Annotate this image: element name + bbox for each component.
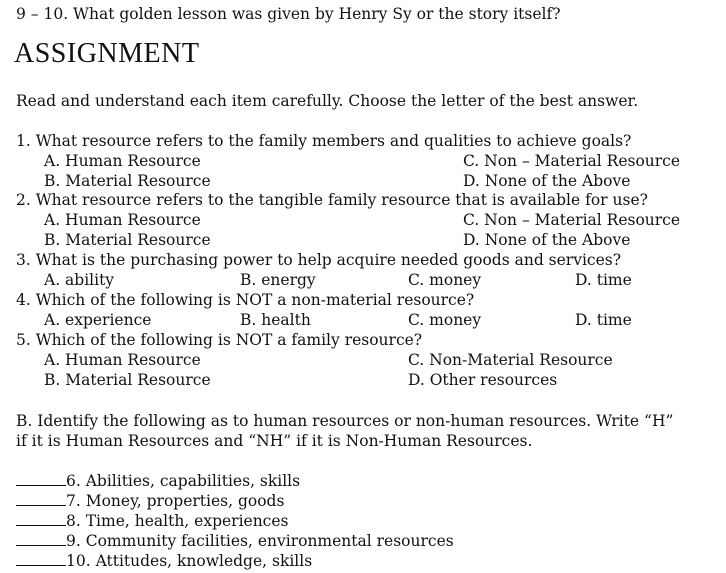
- answer-blank[interactable]: [16, 471, 66, 486]
- item-text: 6. Abilities, capabilities, skills: [66, 472, 301, 490]
- question-5: [16, 330, 422, 350]
- previous-question: 9 – 10. What golden lesson was given by Henry Sy or the story itself?: [16, 5, 561, 23]
- question-4: [16, 290, 474, 310]
- question-number: 2.: [16, 191, 31, 209]
- option-5a: A. Human Resource: [44, 351, 201, 369]
- option-4d: D. time: [575, 311, 632, 329]
- question-number: 1.: [16, 132, 31, 150]
- option-1d: D. None of the Above: [463, 172, 631, 190]
- question-number: 5.: [16, 331, 31, 349]
- option-4b: B. health: [240, 311, 311, 329]
- question-2: [16, 190, 648, 210]
- option-5c: C. Non-Material Resource: [408, 351, 613, 369]
- question-text: What is the purchasing power to help acquire needed goods and services?: [35, 251, 622, 269]
- option-3a: A. ability: [44, 271, 115, 289]
- option-5b: B. Material Resource: [44, 371, 211, 389]
- answer-blank[interactable]: [16, 551, 66, 566]
- item-text: 10. Attitudes, knowledge, skills: [66, 552, 313, 570]
- option-2a: A. Human Resource: [44, 211, 201, 229]
- instruction-b-line1: B. Identify the following as to human resources or non-human resources. Write “H”: [16, 412, 674, 430]
- question-text: What resource refers to the family members and qualities to achieve goals?: [35, 132, 632, 150]
- item-7: [16, 491, 284, 511]
- option-2d: D. None of the Above: [463, 231, 631, 249]
- item-text: 8. Time, health, experiences: [66, 512, 289, 530]
- option-2c: C. Non – Material Resource: [463, 211, 681, 229]
- instruction-b-line2: if it is Human Resources and “NH” if it is Non-Human Resources.: [16, 432, 533, 450]
- question-text: Which of the following is NOT a non-material resource?: [35, 291, 475, 309]
- question-number: 4.: [16, 291, 31, 309]
- page-title: ASSIGNMENT: [14, 38, 200, 69]
- option-1c: C. Non – Material Resource: [463, 152, 681, 170]
- answer-blank[interactable]: [16, 491, 66, 506]
- item-6: [16, 471, 300, 491]
- option-4c: C. money: [408, 311, 482, 329]
- answer-blank[interactable]: [16, 531, 66, 546]
- question-text: Which of the following is NOT a family resource?: [35, 331, 423, 349]
- question-3: [16, 250, 621, 270]
- option-3d: D. time: [575, 271, 632, 289]
- option-1a: A. Human Resource: [44, 152, 201, 170]
- item-8: [16, 511, 289, 531]
- option-4a: A. experience: [44, 311, 152, 329]
- question-1: [16, 131, 631, 151]
- instruction-a: Read and understand each item carefully. Choose the letter of the best answer.: [16, 92, 639, 110]
- item-text: 7. Money, properties, goods: [66, 492, 285, 510]
- answer-blank[interactable]: [16, 511, 66, 526]
- option-3b: B. energy: [240, 271, 316, 289]
- option-3c: C. money: [408, 271, 482, 289]
- option-2b: B. Material Resource: [44, 231, 211, 249]
- option-5d: D. Other resources: [408, 371, 558, 389]
- question-text: What resource refers to the tangible family resource that is available for use?: [35, 191, 648, 209]
- option-1b: B. Material Resource: [44, 172, 211, 190]
- item-text: 9. Community facilities, environmental resources: [66, 532, 454, 550]
- item-9: [16, 531, 454, 551]
- item-10: [16, 551, 312, 571]
- question-number: 3.: [16, 251, 31, 269]
